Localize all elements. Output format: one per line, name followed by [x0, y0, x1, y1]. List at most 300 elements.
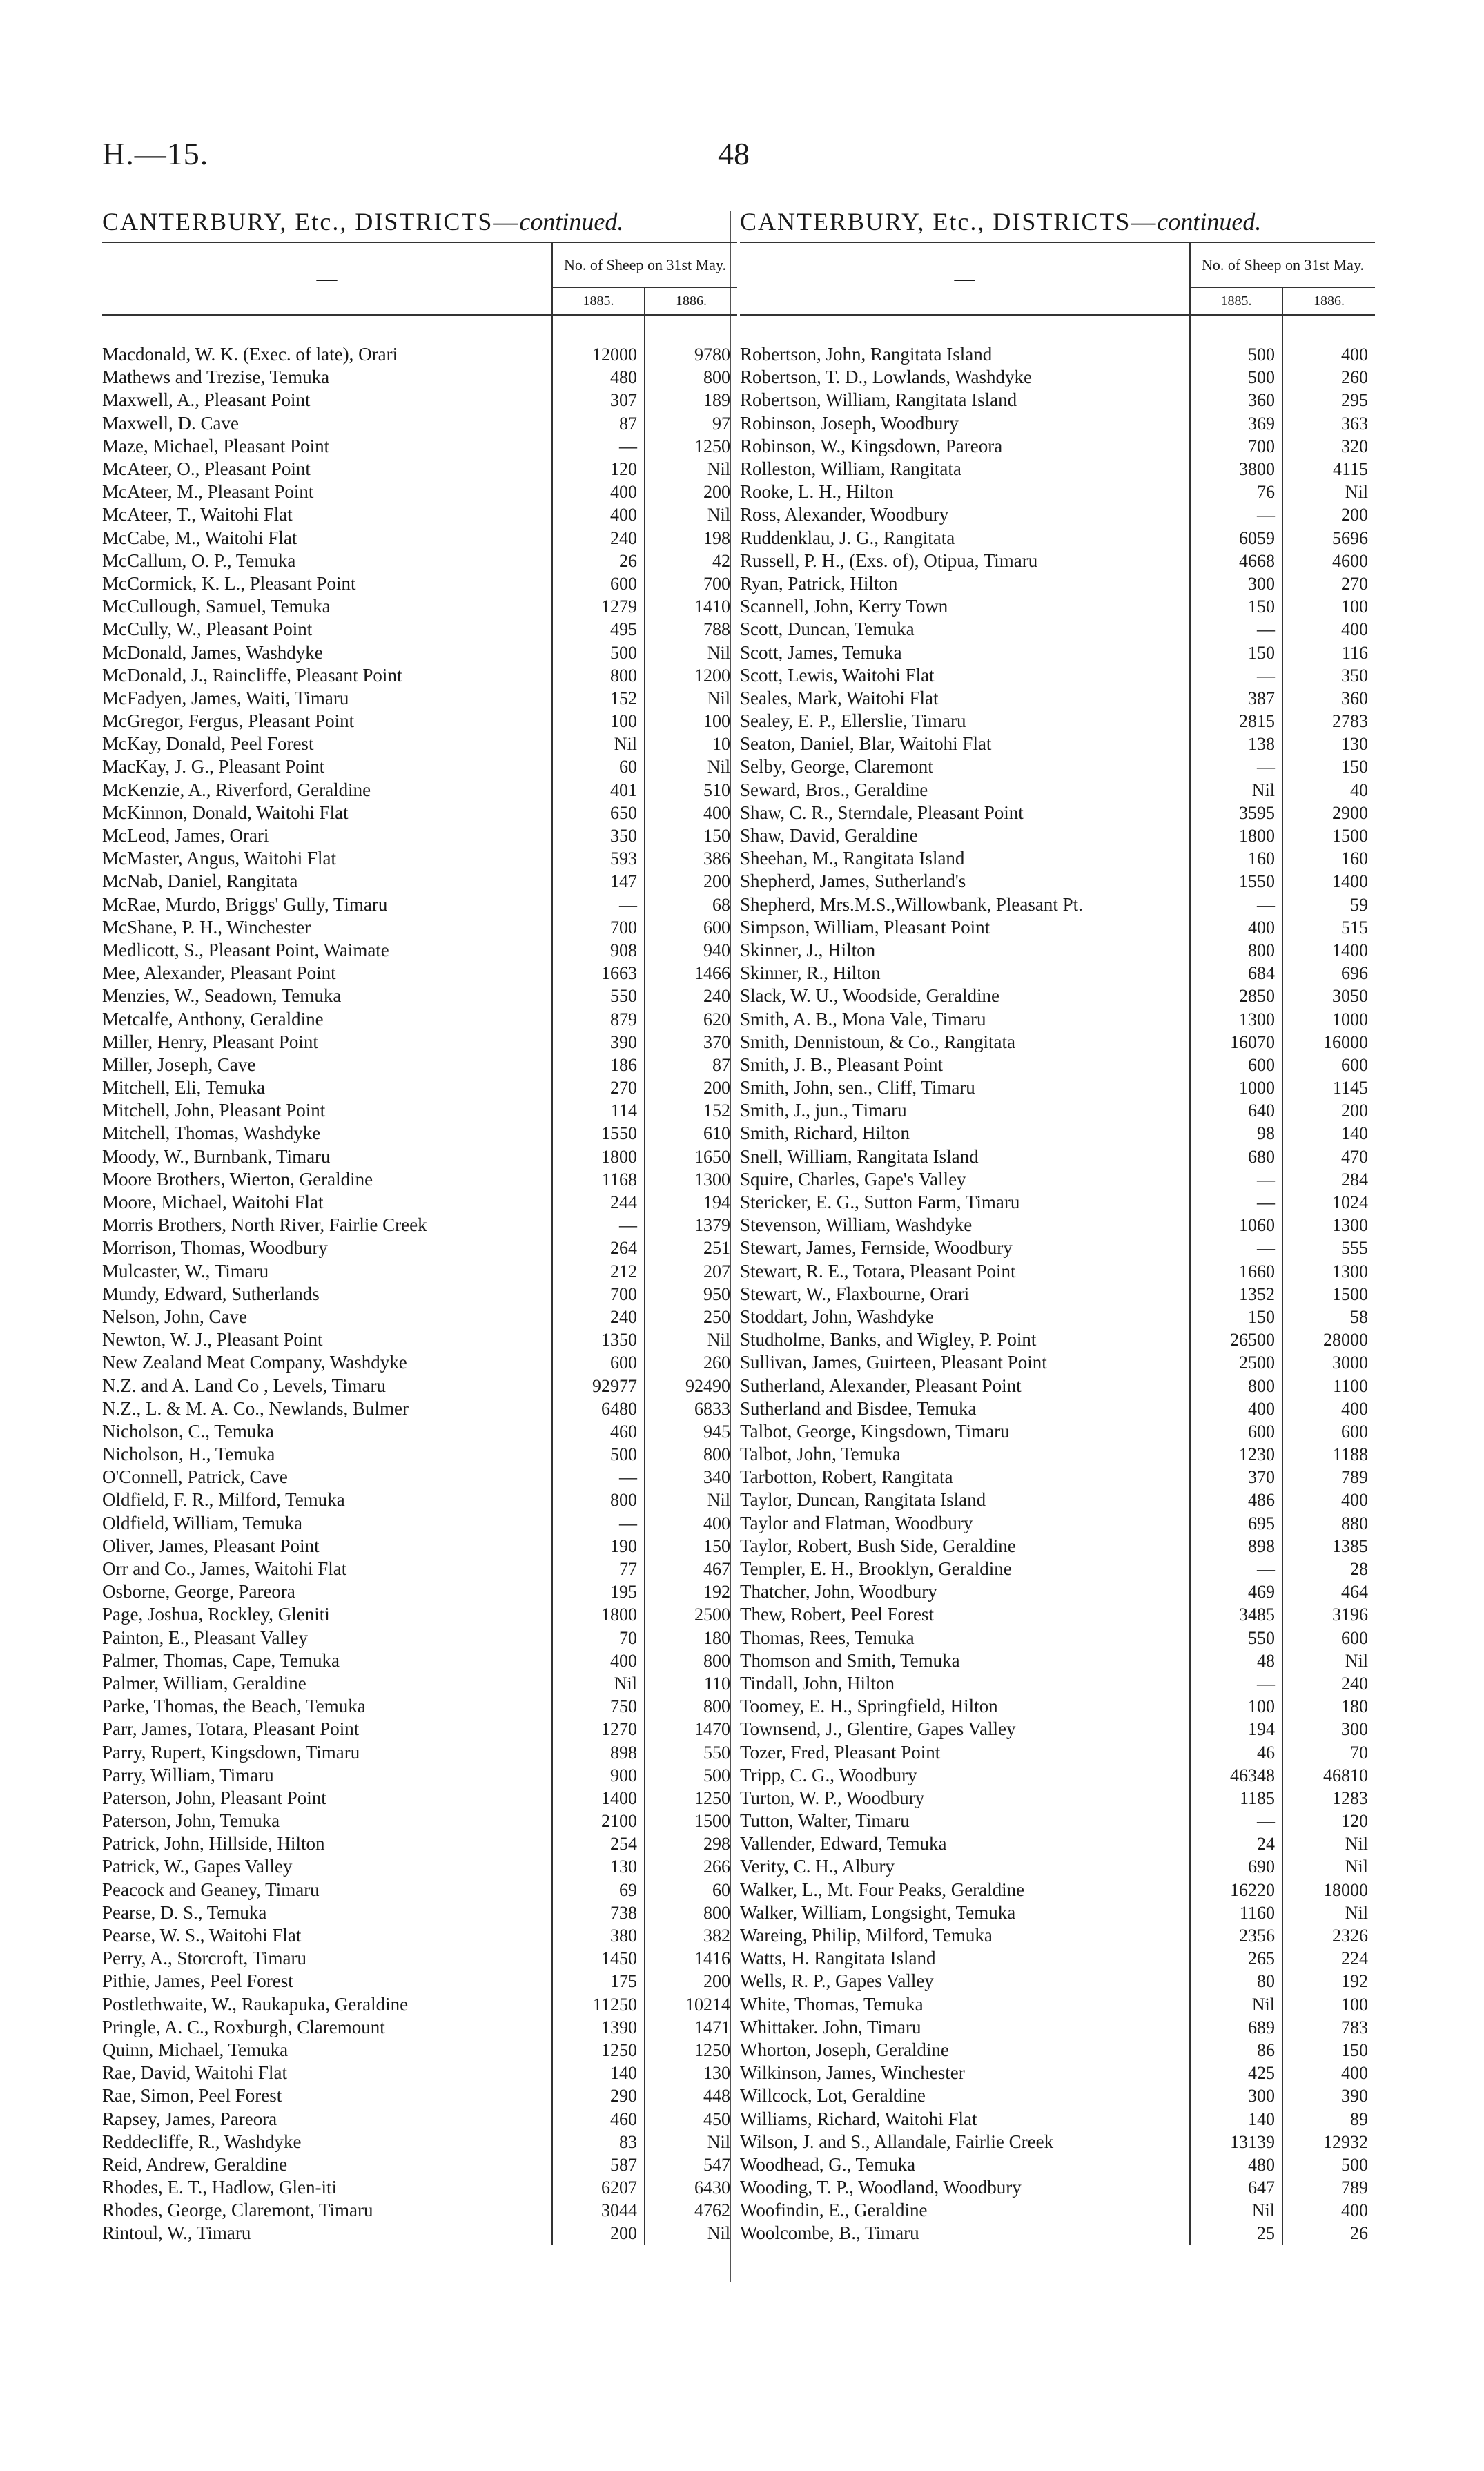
table-row	[740, 1054, 1375, 1076]
sheep-1885-cell: 486	[1190, 1489, 1282, 1511]
owner-name-cell: Painton, E., Pleasant Valley	[102, 1627, 308, 1648]
sheep-1886-cell: 150	[645, 824, 737, 847]
sheep-1886-cell: 1466	[645, 962, 737, 985]
sheep-1886-cell: 3050	[1282, 985, 1375, 1007]
sheep-1886-cell: 4762	[645, 2199, 737, 2222]
owner-name-cell: Miller, Joseph, Cave	[102, 1054, 256, 1075]
sheep-1886-cell: 295	[1282, 389, 1375, 411]
owner-name-cell: Moore, Michael, Waitohi Flat	[102, 1192, 324, 1213]
table-row	[740, 755, 1375, 778]
table-row	[102, 2131, 737, 2153]
table-row	[740, 641, 1375, 663]
table-row	[102, 1283, 737, 1306]
sheep-1886-cell: 150	[1282, 2039, 1375, 2062]
owner-name-cell: Oldfield, F. R., Milford, Temuka	[102, 1489, 345, 1511]
sheep-1885-cell: —	[1190, 618, 1282, 641]
sheep-1885-cell: —	[1190, 664, 1282, 687]
sheep-1886-cell: 2326	[1282, 1924, 1375, 1947]
owner-name-cell: New Zealand Meat Company, Washdyke	[102, 1352, 407, 1373]
table-row	[740, 2039, 1375, 2062]
sheep-1885-cell: 114	[552, 1099, 645, 1122]
table-row	[740, 1947, 1375, 1970]
table-row	[102, 733, 737, 755]
sheep-1885-cell: 1250	[552, 2039, 645, 2062]
table-row	[102, 1741, 737, 1763]
owner-name-cell: Townsend, J., Glentire, Gapes Valley	[740, 1718, 1016, 1740]
sheep-1886-cell: Nil	[645, 458, 737, 481]
sheep-1885-cell: —	[1190, 1558, 1282, 1580]
table-row	[102, 343, 737, 366]
table-row	[740, 1901, 1375, 1924]
owner-name-cell: MacKay, J. G., Pleasant Point	[102, 756, 325, 777]
sheep-table	[740, 242, 1375, 2245]
sheep-1885-cell: 240	[552, 1306, 645, 1328]
sheep-1886-cell: 470	[1282, 1145, 1375, 1168]
owner-name-cell: McNab, Daniel, Rangitata	[102, 871, 298, 892]
owner-name-cell: O'Connell, Patrick, Cave	[102, 1466, 288, 1488]
owner-name-cell: Perry, A., Storcroft, Timaru	[102, 1948, 306, 1969]
table-row	[102, 1260, 737, 1283]
sheep-1886-cell: 207	[645, 1260, 737, 1283]
sheep-1885-cell: 700	[552, 1283, 645, 1306]
spacer-cell	[102, 315, 552, 343]
owner-name-cell: Page, Joshua, Rockley, Gleniti	[102, 1604, 330, 1625]
table-row	[740, 916, 1375, 939]
sheep-1885-cell: 500	[552, 641, 645, 663]
owner-name-cell: Pringle, A. C., Roxburgh, Claremount	[102, 2016, 385, 2037]
sheep-1886-cell: 300	[1282, 1718, 1375, 1741]
sheep-1886-cell: 4600	[1282, 550, 1375, 572]
table-row	[102, 1122, 737, 1145]
table-row	[102, 1466, 737, 1489]
owner-name-cell: Robertson, T. D., Lowlands, Washdyke	[740, 367, 1033, 388]
sheep-1885-cell: 87	[552, 412, 645, 435]
sheep-1886-cell: 3000	[1282, 1351, 1375, 1374]
owner-name-cell: Morris Brothers, North River, Fairlie Creek	[102, 1214, 427, 1236]
table-row	[740, 366, 1375, 389]
sheep-1885-cell: 738	[552, 1901, 645, 1924]
sheep-1885-cell: 16220	[1190, 1879, 1282, 1901]
table-row	[102, 1993, 737, 2016]
owner-name-cell: Paterson, John, Temuka	[102, 1810, 280, 1832]
table-row	[740, 1374, 1375, 1397]
table-row	[740, 572, 1375, 595]
table-row	[102, 893, 737, 916]
sheep-1886-cell: 160	[1282, 847, 1375, 870]
owner-name-cell: McAteer, O., Pleasant Point	[102, 458, 311, 480]
owner-name-cell: Walker, L., Mt. Four Peaks, Geraldine	[740, 1879, 1025, 1900]
sheep-1885-cell: Nil	[1190, 779, 1282, 802]
table-row	[740, 1099, 1375, 1122]
table-row	[102, 412, 737, 435]
owner-name-cell: Talbot, George, Kingsdown, Timaru	[740, 1420, 1010, 1442]
owner-name-cell: Sutherland and Bisdee, Temuka	[740, 1397, 977, 1419]
spacer-cell	[552, 315, 645, 343]
owner-name-cell: Moody, W., Burnbank, Timaru	[102, 1145, 331, 1167]
owner-name-cell: Pithie, James, Peel Forest	[102, 1970, 293, 1992]
table-row	[740, 893, 1375, 916]
owner-name-cell: Stoddart, John, Washdyke	[740, 1306, 934, 1327]
sheep-1886-cell: Nil	[1282, 1901, 1375, 1924]
owner-name-cell: Whorton, Joseph, Geraldine	[740, 2039, 949, 2060]
owner-name-cell: Rae, David, Waitohi Flat	[102, 2062, 288, 2084]
table-row	[740, 550, 1375, 572]
sheep-1886-cell: 1300	[1282, 1214, 1375, 1237]
sheep-1885-cell: 1550	[1190, 870, 1282, 893]
sheep-1886-cell: 515	[1282, 916, 1375, 939]
table-row	[740, 1328, 1375, 1351]
sheep-1886-cell: 198	[645, 527, 737, 550]
sheep-1886-cell: 2900	[1282, 802, 1375, 824]
sheep-1886-cell: Nil	[645, 641, 737, 663]
sheep-1886-cell: 350	[1282, 664, 1375, 687]
sheep-1885-cell: 879	[552, 1007, 645, 1030]
right-section	[740, 207, 1375, 2245]
sheep-1885-cell: 92977	[552, 1374, 645, 1397]
owner-name-cell: Nicholson, C., Temuka	[102, 1420, 274, 1442]
sheep-1885-cell: 689	[1190, 2016, 1282, 2039]
sheep-1885-cell: —	[1190, 1191, 1282, 1214]
table-row	[102, 481, 737, 503]
sheep-1885-cell: 11250	[552, 1993, 645, 2016]
owner-name-cell: Woolcombe, B., Timaru	[740, 2222, 919, 2244]
sheep-1886-cell: 192	[645, 1580, 737, 1603]
table-row	[740, 618, 1375, 641]
sheep-1886-cell: 97	[645, 412, 737, 435]
owner-name-cell: Seales, Mark, Waitohi Flat	[740, 687, 939, 708]
sheep-1886-cell: 400	[1282, 343, 1375, 366]
sheep-1885-cell: 290	[552, 2084, 645, 2107]
sheep-1885-cell: 3485	[1190, 1603, 1282, 1626]
owner-name-cell: McShane, P. H., Winchester	[102, 916, 311, 938]
sheep-count-header: No. of Sheep on 31st May.	[1190, 242, 1375, 288]
sheep-1885-cell: 4668	[1190, 550, 1282, 572]
sheep-1886-cell: 189	[645, 389, 737, 411]
sheep-1885-cell: 600	[1190, 1054, 1282, 1076]
left-section	[102, 207, 737, 2245]
table-row	[102, 503, 737, 526]
sheep-1886-cell: Nil	[645, 1328, 737, 1351]
sheep-1886-cell: Nil	[645, 503, 737, 526]
sheep-1885-cell: —	[1190, 1237, 1282, 1259]
sheep-1886-cell: 130	[1282, 733, 1375, 755]
sheep-1885-cell: —	[552, 1512, 645, 1535]
sheep-1886-cell: 700	[645, 572, 737, 595]
sheep-1885-cell: 186	[552, 1054, 645, 1076]
spacer-cell	[740, 315, 1190, 343]
owner-name-cell: Mitchell, Eli, Temuka	[102, 1077, 266, 1098]
sheep-1886-cell: 120	[1282, 1810, 1375, 1832]
sheep-1885-cell: 593	[552, 847, 645, 870]
sheep-1885-cell: 1660	[1190, 1260, 1282, 1283]
sheep-1886-cell: 555	[1282, 1237, 1375, 1259]
table-row	[102, 802, 737, 824]
table-row	[102, 985, 737, 1007]
owner-name-cell: Stewart, W., Flaxbourne, Orari	[740, 1283, 970, 1304]
owner-name-cell: Rolleston, William, Rangitata	[740, 458, 961, 480]
sheep-1885-cell: 360	[1190, 389, 1282, 411]
sheep-1885-cell: 1800	[552, 1145, 645, 1168]
table-row	[740, 389, 1375, 411]
sheep-1886-cell: 800	[645, 1695, 737, 1718]
sheep-1885-cell: 147	[552, 870, 645, 893]
sheep-1885-cell: 138	[1190, 733, 1282, 755]
sheep-1886-cell: 192	[1282, 1970, 1375, 1993]
sheep-1886-cell: 464	[1282, 1580, 1375, 1603]
table-row	[102, 2153, 737, 2176]
sheep-1886-cell: 110	[645, 1672, 737, 1695]
sheep-1886-cell: 1379	[645, 1214, 737, 1237]
sheep-1885-cell: 695	[1190, 1512, 1282, 1535]
sheep-1886-cell: 789	[1282, 1466, 1375, 1489]
sheep-1885-cell: 100	[1190, 1695, 1282, 1718]
owner-name-cell: Smith, John, sen., Cliff, Timaru	[740, 1077, 975, 1098]
owner-name-cell: Wilkinson, James, Winchester	[740, 2062, 965, 2084]
sheep-1886-cell: 800	[645, 1901, 737, 1924]
sheep-1886-cell: 945	[645, 1420, 737, 1443]
sheep-1885-cell: 587	[552, 2153, 645, 2176]
table-row	[102, 1489, 737, 1511]
header-spacer-row	[740, 315, 1375, 343]
sheep-1885-cell: 500	[1190, 343, 1282, 366]
sheep-1885-cell: 469	[1190, 1580, 1282, 1603]
owner-name-cell: Newton, W. J., Pleasant Point	[102, 1329, 323, 1350]
owner-name-cell: Tozer, Fred, Pleasant Point	[740, 1741, 941, 1763]
sheep-1886-cell: 5696	[1282, 527, 1375, 550]
table-row	[740, 1443, 1375, 1466]
owner-name-cell: Thomas, Rees, Temuka	[740, 1627, 915, 1648]
table-row	[740, 458, 1375, 481]
sheep-1886-cell: 390	[1282, 2084, 1375, 2107]
table-row	[740, 687, 1375, 710]
sheep-1886-cell: 100	[1282, 1993, 1375, 2016]
table-row	[740, 1214, 1375, 1237]
table-row	[740, 733, 1375, 755]
sheep-1885-cell: 120	[552, 458, 645, 481]
table-row	[740, 1122, 1375, 1145]
sheep-1885-cell: —	[1190, 1672, 1282, 1695]
sheep-1886-cell: 400	[645, 802, 737, 824]
sheep-1885-cell: 380	[552, 1924, 645, 1947]
sheep-1886-cell: 370	[645, 1031, 737, 1054]
sheep-1886-cell: 6430	[645, 2176, 737, 2199]
table-row	[740, 962, 1375, 985]
owner-name-cell: Peacock and Geaney, Timaru	[102, 1879, 320, 1900]
sheep-1885-cell: 265	[1190, 1947, 1282, 1970]
sheep-1886-cell: 9780	[645, 343, 737, 366]
sheep-1886-cell: 400	[1282, 2199, 1375, 2222]
sheep-1885-cell: 26	[552, 550, 645, 572]
sheep-1885-cell: 264	[552, 1237, 645, 1259]
table-row	[740, 870, 1375, 893]
sheep-1885-cell: Nil	[552, 733, 645, 755]
sheep-1886-cell: 400	[1282, 618, 1375, 641]
table-row	[102, 1099, 737, 1122]
sheep-1885-cell: 140	[552, 2062, 645, 2084]
sheep-1886-cell: 150	[1282, 755, 1375, 778]
sheep-1886-cell: 1250	[645, 2039, 737, 2062]
table-row	[102, 870, 737, 893]
sheep-1886-cell: 1410	[645, 595, 737, 618]
owner-name-cell: Sullivan, James, Guirteen, Pleasant Point	[740, 1352, 1047, 1373]
table-row	[102, 527, 737, 550]
owner-name-cell: Parr, James, Totara, Pleasant Point	[102, 1718, 360, 1740]
sheep-1886-cell: 1500	[1282, 1283, 1375, 1306]
table-row	[740, 664, 1375, 687]
sheep-1886-cell: 1300	[645, 1168, 737, 1191]
owner-name-cell: McDonald, James, Washdyke	[102, 641, 323, 663]
owner-name-cell: McAteer, M., Pleasant Point	[102, 481, 314, 503]
table-row	[740, 939, 1375, 962]
sheep-1885-cell: 80	[1190, 1970, 1282, 1993]
spacer-cell	[645, 315, 737, 343]
sheep-1886-cell: 789	[1282, 2176, 1375, 2199]
sheep-1885-cell: 500	[552, 1443, 645, 1466]
sheep-1885-cell: 86	[1190, 2039, 1282, 2062]
owner-name-cell: Studholme, Banks, and Wigley, P. Point	[740, 1329, 1037, 1350]
owner-name-cell: McCully, W., Pleasant Point	[102, 619, 313, 640]
table-row	[740, 1558, 1375, 1580]
sheep-1885-cell: 6207	[552, 2176, 645, 2199]
table-row	[102, 1580, 737, 1603]
owner-name-cell: McDonald, J., Raincliffe, Pleasant Point	[102, 664, 402, 686]
sheep-1886-cell: 250	[645, 1306, 737, 1328]
sheep-1886-cell: 6833	[645, 1397, 737, 1420]
table-row	[740, 2016, 1375, 2039]
owner-name-cell: Morrison, Thomas, Woodbury	[102, 1237, 328, 1259]
owner-name-cell: Pearse, D. S., Temuka	[102, 1901, 267, 1923]
table-row	[102, 2062, 737, 2084]
owner-name-cell: Templer, E. H., Brooklyn, Geraldine	[740, 1558, 1012, 1580]
sheep-1885-cell: 48	[1190, 1649, 1282, 1672]
sheep-1885-cell: 500	[1190, 366, 1282, 389]
year-header-1886: 1886.	[1282, 288, 1375, 316]
sheep-1886-cell: 1250	[645, 1787, 737, 1810]
sheep-1885-cell: 150	[1190, 595, 1282, 618]
header-spacer-row	[102, 315, 737, 343]
table-row	[102, 1947, 737, 1970]
table-row	[102, 2176, 737, 2199]
sheep-1885-cell: 2815	[1190, 710, 1282, 733]
table-row	[740, 1879, 1375, 1901]
owner-name-cell: Medlicott, S., Pleasant Point, Waimate	[102, 939, 389, 960]
owner-name-cell: Rhodes, George, Claremont, Timaru	[102, 2200, 373, 2221]
sheep-1885-cell: 1450	[552, 1947, 645, 1970]
table-row	[102, 1535, 737, 1558]
sheep-1885-cell: 647	[1190, 2176, 1282, 2199]
table-row	[102, 1970, 737, 1993]
sheep-1886-cell: 510	[645, 779, 737, 802]
sheep-1885-cell: 800	[552, 1489, 645, 1511]
owner-name-cell: McKinnon, Donald, Waitohi Flat	[102, 802, 349, 823]
sheep-1886-cell: 40	[1282, 779, 1375, 802]
owner-name-cell: Rooke, L. H., Hilton	[740, 481, 894, 503]
owner-name-cell: Paterson, John, Pleasant Point	[102, 1787, 326, 1808]
table-row	[740, 503, 1375, 526]
sheep-1885-cell: 1300	[1190, 1007, 1282, 1030]
owner-name-cell: McGregor, Fergus, Pleasant Point	[102, 710, 355, 732]
owner-name-cell: Selby, George, Claremont	[740, 756, 933, 777]
owner-name-cell: Slack, W. U., Woodside, Geraldine	[740, 985, 1000, 1007]
sheep-1886-cell: 58	[1282, 1306, 1375, 1328]
owner-name-cell: Robinson, Joseph, Woodbury	[740, 412, 959, 434]
sheep-1885-cell: 1270	[552, 1718, 645, 1741]
table-row	[102, 1237, 737, 1259]
table-row	[740, 1351, 1375, 1374]
owner-name-cell: Scannell, John, Kerry Town	[740, 596, 948, 617]
sheep-1885-cell: 307	[552, 389, 645, 411]
owner-name-cell: Stewart, R. E., Totara, Pleasant Point	[740, 1260, 1016, 1281]
table-row	[102, 2039, 737, 2062]
table-row	[740, 2062, 1375, 2084]
sheep-1886-cell: 1188	[1282, 1443, 1375, 1466]
owner-name-cell: Quinn, Michael, Temuka	[102, 2039, 289, 2060]
sheep-1886-cell: 180	[1282, 1695, 1375, 1718]
sheep-1885-cell: 425	[1190, 2062, 1282, 2084]
sheep-1886-cell: 320	[1282, 435, 1375, 458]
owner-name-cell: Mundy, Edward, Sutherlands	[102, 1283, 320, 1304]
owner-name-cell: Parry, William, Timaru	[102, 1764, 274, 1785]
sheep-1886-cell: 28	[1282, 1558, 1375, 1580]
sheep-1885-cell: 1168	[552, 1168, 645, 1191]
sheep-1885-cell: 390	[552, 1031, 645, 1054]
sheep-1886-cell: 1145	[1282, 1076, 1375, 1099]
owner-name-cell: Taylor, Duncan, Rangitata Island	[740, 1489, 986, 1511]
table-row	[102, 1558, 737, 1580]
table-row	[740, 1466, 1375, 1489]
sheep-1885-cell: —	[552, 893, 645, 916]
sheep-1885-cell: 2356	[1190, 1924, 1282, 1947]
sheep-1885-cell: 600	[552, 1351, 645, 1374]
table-row	[102, 1443, 737, 1466]
table-row	[740, 1855, 1375, 1878]
sheep-1886-cell: 800	[645, 366, 737, 389]
sheep-1885-cell: 401	[552, 779, 645, 802]
table-row	[740, 1832, 1375, 1855]
owner-name-cell: Macdonald, W. K. (Exec. of late), Orari	[102, 344, 398, 365]
sheep-1885-cell: 400	[1190, 916, 1282, 939]
sheep-1885-cell: 550	[552, 985, 645, 1007]
sheep-1885-cell: —	[1190, 755, 1282, 778]
sheep-1886-cell: 620	[645, 1007, 737, 1030]
table-row	[102, 1145, 737, 1168]
owner-name-cell: Tindall, John, Hilton	[740, 1672, 895, 1694]
owner-name-cell: Stericker, E. G., Sutton Farm, Timaru	[740, 1192, 1020, 1213]
sheep-1885-cell: 1060	[1190, 1214, 1282, 1237]
sheep-1886-cell: 400	[1282, 2062, 1375, 2084]
owner-name-cell: Walker, William, Longsight, Temuka	[740, 1901, 1016, 1923]
page-reference: H.—15.	[102, 136, 209, 171]
sheep-1886-cell: 1400	[1282, 939, 1375, 962]
sheep-1886-cell: 28000	[1282, 1328, 1375, 1351]
table-row	[740, 1810, 1375, 1832]
table-row	[740, 1306, 1375, 1328]
sheep-1886-cell: 100	[1282, 595, 1375, 618]
sheep-1886-cell: Nil	[1282, 1855, 1375, 1878]
sheep-1885-cell: 152	[552, 687, 645, 710]
sheep-1885-cell: —	[1190, 503, 1282, 526]
sheep-1885-cell: 650	[552, 802, 645, 824]
sheep-1886-cell: 200	[645, 481, 737, 503]
sheep-1886-cell: 26	[1282, 2222, 1375, 2245]
owner-name-cell: Squire, Charles, Gape's Valley	[740, 1168, 966, 1190]
sheep-1886-cell: 92490	[645, 1374, 737, 1397]
owner-name-cell: Postlethwaite, W., Raukapuka, Geraldine	[102, 1993, 409, 2015]
table-row	[102, 1764, 737, 1787]
sheep-1885-cell: 24	[1190, 1832, 1282, 1855]
table-row	[102, 641, 737, 663]
owner-name-cell: Maze, Michael, Pleasant Point	[102, 435, 330, 456]
